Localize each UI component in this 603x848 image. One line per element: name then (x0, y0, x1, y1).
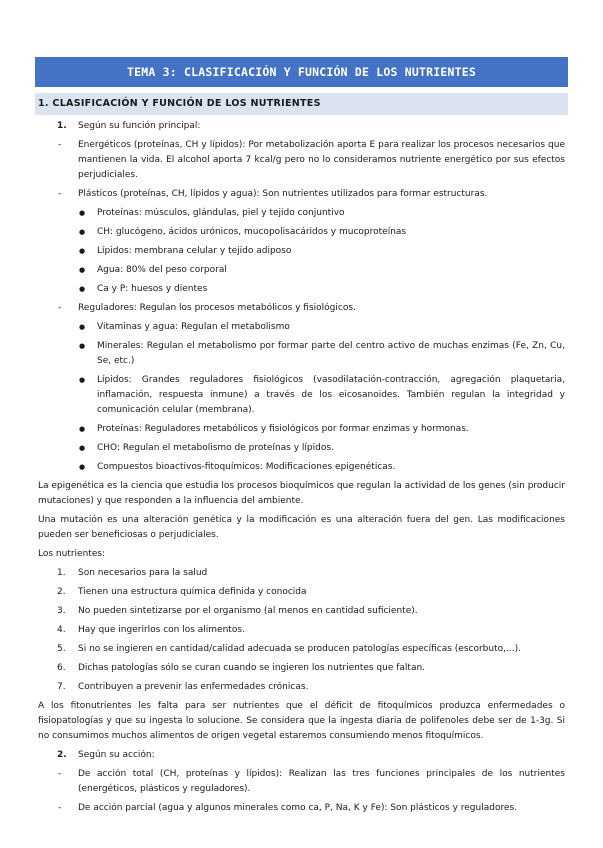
dash-marker: - (58, 769, 62, 779)
paragraph: A los fitonutrientes les falta para ser nutrientes que el déficit de fitoquímicos produzca enfermedades o fisiopatologías y que su ingesta lo solucione. Se considera que la ingesta diaria de polifenoles debe ser de 1-3g. Si no consumimos muchos alimentos de origen vegetal estaremos consumiendo menos fitoquímicos. (38, 701, 565, 741)
list-text: CH: glucógeno, ácidos urónicos, mucopolisacáridos y mucoproteínas (97, 227, 407, 237)
list-text: Lípidos: Grandes reguladores fisiológicos (vasodilatación-contracción, agregación plaquetaria, inflamación, respuesta inmune) a través de los eicosanoides. También regulan la integridad y comunicación celular (membrana). (97, 375, 565, 415)
bullet-marker: ● (79, 342, 86, 350)
list-text: Ca y P: huesos y dientes (97, 284, 208, 294)
dash-item (0, 767, 603, 797)
list-text: Dichas patologías sólo se curan cuando se ingieren los nutrientes que faltan. (78, 663, 426, 673)
dash-item (0, 301, 603, 316)
dash-item (0, 187, 603, 202)
bullet-marker: ● (79, 209, 86, 217)
list-number: 2. (57, 587, 66, 597)
list-text: Proteínas: Reguladores metabólicos y fisiológicos por formar enzimas y hormonas. (97, 424, 469, 434)
bullet-marker: ● (79, 323, 86, 331)
numbered-heading (0, 748, 603, 763)
bullet-marker: ● (79, 444, 86, 452)
list-text: Hay que ingerirlos con los alimentos. (78, 625, 245, 635)
list-text: Son necesarios para la salud (78, 568, 208, 578)
numbered-item (0, 642, 603, 657)
bullet-marker: ● (79, 425, 86, 433)
numbered-item (0, 566, 603, 581)
numbered-item (0, 680, 603, 695)
bullet-marker: ● (79, 247, 86, 255)
bullet-item (0, 339, 603, 369)
list-text: Si no se ingieren en cantidad/calidad adecuada se producen patologías específicas (escorbuto,...). (78, 644, 521, 654)
paragraph: La epigenética es la ciencia que estudia los procesos bioquímicos que regulan la actividad de los genes (sin producir mutaciones) y que responden a la influencia del ambiente. (38, 481, 565, 506)
list-number: 4. (57, 625, 66, 635)
document-body (0, 119, 603, 816)
list-number: 3. (57, 606, 66, 616)
list-text: Según su función principal: (78, 121, 201, 131)
bullet-item (0, 206, 603, 221)
list-number: 2. (57, 750, 67, 760)
paragraph: Una mutación es una alteración genética y la modificación es una alteración fuera del gen. Las modificaciones pueden ser beneficiosas o perjudiciales. (38, 515, 565, 540)
bullet-marker: ● (79, 285, 86, 293)
bullet-marker: ● (79, 463, 86, 471)
numbered-heading (0, 119, 603, 134)
dash-marker: - (58, 303, 62, 313)
list-text: CHO: Regulan el metabolismo de proteínas y lípidos. (97, 443, 334, 453)
list-text: Compuestos bioactivos-fitoquímicos: Modificaciones epigenéticas. (97, 462, 396, 472)
bullet-item (0, 320, 603, 335)
list-text: Proteínas: músculos, glándulas, piel y tejido conjuntivo (97, 208, 345, 218)
list-text: Tienen una estructura química definida y conocida (78, 587, 307, 597)
bullet-item (0, 263, 603, 278)
dash-marker: - (58, 803, 62, 813)
dash-item (0, 801, 603, 816)
list-number: 1. (57, 121, 67, 131)
document-banner-title: TEMA 3: CLASIFICACIÓN Y FUNCIÓN DE LOS NUTRIENTES (35, 57, 568, 87)
dash-marker: - (58, 140, 62, 150)
list-text: Contribuyen a prevenir las enfermedades crónicas. (78, 682, 309, 692)
numbered-item (0, 585, 603, 600)
list-text: Minerales: Regulan el metabolismo por formar parte del centro activo de muchas enzimas (Fe, Zn, Cu, Se, etc.) (97, 341, 565, 366)
list-text: No pueden sintetizarse por el organismo (al menos en cantidad suficiente). (78, 606, 418, 616)
list-text: Reguladores: Regulan los procesos metabólicos y fisiológicos. (78, 303, 356, 313)
section-heading: 1. CLASIFICACIÓN Y FUNCIÓN DE LOS NUTRIENTES (35, 93, 568, 115)
bullet-item (0, 441, 603, 456)
list-text: Vitaminas y agua: Regulan el metabolismo (97, 322, 290, 332)
list-number: 1. (57, 568, 66, 578)
list-text: Plásticos (proteínas, CH, lípidos y agua): Son nutrientes utilizados para formar estructuras. (78, 189, 488, 199)
list-text: Según su acción: (78, 750, 155, 760)
numbered-item (0, 604, 603, 619)
bullet-item (0, 373, 603, 418)
bullet-item (0, 225, 603, 240)
bullet-item (0, 244, 603, 259)
bullet-marker: ● (79, 228, 86, 236)
bullet-item (0, 460, 603, 475)
bullet-item (0, 282, 603, 297)
numbered-item (0, 623, 603, 638)
list-number: 7. (57, 682, 66, 692)
list-number: 6. (57, 663, 66, 673)
list-text: De acción parcial (agua y algunos minerales como ca, P, Na, K y Fe): Son plásticos y reguladores. (78, 803, 518, 813)
bullet-item (0, 422, 603, 437)
bullet-marker: ● (79, 376, 86, 384)
dash-marker: - (58, 189, 62, 199)
dash-item (0, 138, 603, 183)
paragraph: Los nutrientes: (38, 549, 106, 559)
bullet-marker: ● (79, 266, 86, 274)
list-text: Agua: 80% del peso corporal (97, 265, 227, 275)
list-text: Lípidos: membrana celular y tejido adiposo (97, 246, 292, 256)
list-number: 5. (57, 644, 66, 654)
numbered-item (0, 661, 603, 676)
list-text: De acción total (CH, proteínas y lípidos): Realizan las tres funciones principales de los nutrientes (energéticos, plásticos y reguladores). (78, 769, 565, 794)
list-text: Energéticos (proteínas, CH y lípidos): Por metabolización aporta E para realizar los procesos necesarios que mantienen la vida. El alcohol aporta 7 kcal/g pero no lo consideramos nutriente energético por sus efectos perjudiciales. (78, 140, 565, 180)
